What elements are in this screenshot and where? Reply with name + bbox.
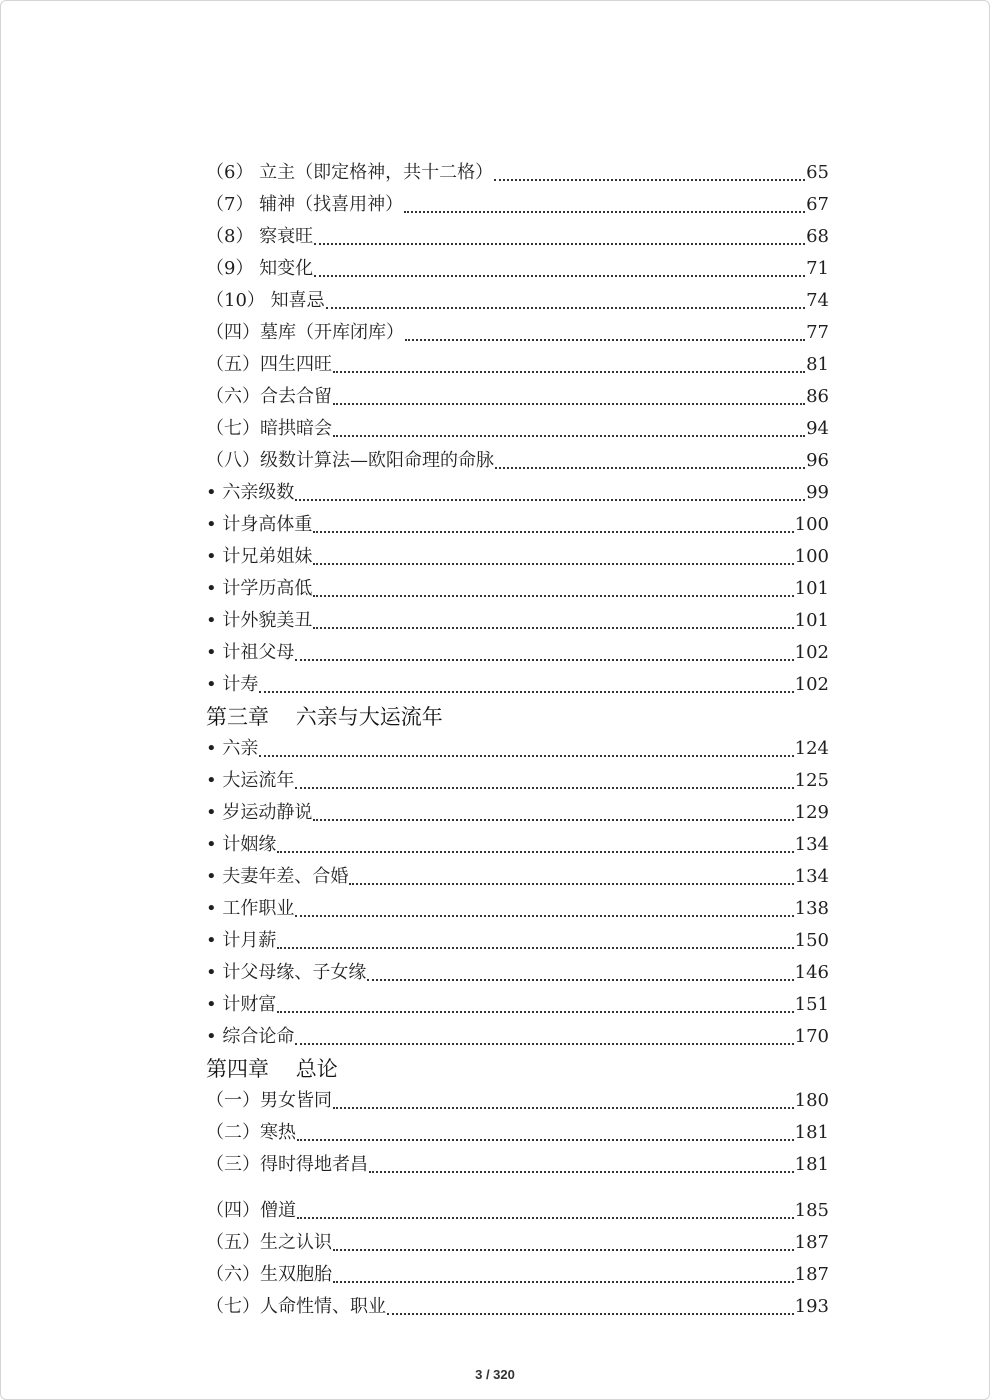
toc-entry[interactable] bbox=[206, 189, 829, 221]
toc-entry-title: • 计身高体重 bbox=[206, 514, 313, 535]
toc-entry-title: • 计寿 bbox=[206, 674, 259, 695]
toc-entry-page-number: 65 bbox=[806, 162, 829, 183]
toc-entry-page-number: 134 bbox=[794, 866, 829, 887]
dot-leader bbox=[295, 786, 793, 789]
toc-entry-title: • 大运流年 bbox=[206, 770, 295, 791]
toc-entry-page-number: 71 bbox=[806, 258, 829, 279]
toc-entry-page-number: 150 bbox=[794, 930, 829, 951]
toc-entry[interactable] bbox=[206, 573, 829, 605]
toc-entry[interactable] bbox=[206, 829, 829, 861]
toc-entry[interactable] bbox=[206, 1195, 829, 1227]
dot-leader bbox=[295, 1042, 793, 1045]
toc-entry[interactable] bbox=[206, 637, 829, 669]
page-indicator: 3 / 320 bbox=[475, 1367, 515, 1382]
dot-leader bbox=[495, 466, 805, 469]
toc-entry[interactable] bbox=[206, 1259, 829, 1291]
toc-entry[interactable] bbox=[206, 317, 829, 349]
toc-entry-page-number: 102 bbox=[794, 674, 829, 695]
toc-entry-title: （七）人命性情、职业 bbox=[206, 1296, 386, 1317]
dot-leader bbox=[297, 1138, 794, 1141]
toc-entry-page-number: 102 bbox=[794, 642, 829, 663]
toc-entry-page-number: 146 bbox=[794, 962, 829, 983]
dot-leader bbox=[259, 754, 793, 757]
dot-leader bbox=[277, 946, 793, 949]
dot-leader bbox=[295, 498, 805, 501]
toc-entry[interactable] bbox=[206, 925, 829, 957]
toc-entry[interactable] bbox=[206, 509, 829, 541]
dot-leader bbox=[313, 626, 793, 629]
dot-leader bbox=[277, 1010, 793, 1013]
toc-entry-title: • 计姻缘 bbox=[206, 834, 277, 855]
toc-entry-title: • 计父母缘、子女缘 bbox=[206, 962, 367, 983]
toc-entry-page-number: 187 bbox=[794, 1232, 829, 1253]
toc-entry[interactable] bbox=[206, 381, 829, 413]
toc-entry-page-number: 100 bbox=[794, 546, 829, 567]
toc-entry-page-number: 101 bbox=[794, 610, 829, 631]
toc-entry[interactable] bbox=[206, 477, 829, 509]
toc-entry-title: （五）生之认识 bbox=[206, 1232, 332, 1253]
toc-entry-title: （五）四生四旺 bbox=[206, 354, 332, 375]
dot-leader bbox=[333, 1106, 794, 1109]
toc-entry[interactable] bbox=[206, 989, 829, 1021]
dot-leader bbox=[295, 658, 793, 661]
toc-entry-title: • 六亲级数 bbox=[206, 482, 295, 503]
toc-entry-page-number: 77 bbox=[806, 322, 829, 343]
toc-entry[interactable] bbox=[206, 1117, 829, 1149]
toc-entry-page-number: 86 bbox=[806, 386, 829, 407]
toc-entry-title: （四）僧道 bbox=[206, 1200, 296, 1221]
dot-leader bbox=[404, 210, 805, 213]
toc-entry-page-number: 101 bbox=[794, 578, 829, 599]
toc-entry-page-number: 181 bbox=[794, 1122, 829, 1143]
toc-entry[interactable] bbox=[206, 797, 829, 829]
toc-entry-page-number: 94 bbox=[806, 418, 829, 439]
toc-entry-page-number: 96 bbox=[806, 450, 829, 471]
dot-leader bbox=[333, 370, 805, 373]
dot-leader bbox=[367, 978, 793, 981]
toc-entry-page-number: 181 bbox=[794, 1154, 829, 1175]
dot-leader bbox=[387, 1312, 794, 1315]
dot-leader bbox=[494, 178, 805, 181]
dot-leader bbox=[313, 818, 793, 821]
toc-entry-page-number: 74 bbox=[806, 290, 829, 311]
toc-entry-page-number: 193 bbox=[794, 1296, 829, 1317]
toc-entry[interactable] bbox=[206, 957, 829, 989]
table-of-contents bbox=[206, 157, 829, 1323]
toc-entry-title: （一）男女皆同 bbox=[206, 1090, 332, 1111]
toc-entry[interactable] bbox=[206, 893, 829, 925]
chapter-heading: 第三章 六亲与大运流年 bbox=[206, 705, 443, 729]
toc-entry[interactable] bbox=[206, 1291, 829, 1323]
toc-entry-page-number: 100 bbox=[794, 514, 829, 535]
toc-entry-title: （9） 知变化 bbox=[206, 258, 314, 279]
dot-leader bbox=[313, 530, 793, 533]
toc-entry-title: • 岁运动静说 bbox=[206, 802, 313, 823]
toc-entry-page-number: 129 bbox=[794, 802, 829, 823]
dot-leader bbox=[295, 914, 793, 917]
toc-entry-page-number: 81 bbox=[806, 354, 829, 375]
toc-entry[interactable] bbox=[206, 157, 829, 189]
dot-leader bbox=[314, 242, 805, 245]
toc-entry[interactable] bbox=[206, 285, 829, 317]
dot-leader bbox=[313, 594, 793, 597]
toc-entry[interactable] bbox=[206, 1085, 829, 1117]
toc-entry-title: • 综合论命 bbox=[206, 1026, 295, 1047]
toc-entry[interactable] bbox=[206, 765, 829, 797]
dot-leader bbox=[333, 434, 805, 437]
toc-entry[interactable] bbox=[206, 733, 829, 765]
toc-entry-page-number: 67 bbox=[806, 194, 829, 215]
toc-entry-page-number: 124 bbox=[794, 738, 829, 759]
chapter-heading: 第四章 总论 bbox=[206, 1057, 338, 1081]
dot-leader bbox=[369, 1170, 794, 1173]
dot-leader bbox=[277, 850, 793, 853]
toc-entry-title: • 六亲 bbox=[206, 738, 259, 759]
toc-entry[interactable] bbox=[206, 253, 829, 285]
dot-leader bbox=[259, 690, 793, 693]
dot-leader bbox=[333, 1248, 794, 1251]
toc-entry[interactable] bbox=[206, 221, 829, 253]
toc-entry-title: （六）生双胞胎 bbox=[206, 1264, 332, 1285]
dot-leader bbox=[333, 402, 805, 405]
toc-entry-title: （七）暗拱暗会 bbox=[206, 418, 332, 439]
toc-entry[interactable] bbox=[206, 861, 829, 893]
toc-entry-page-number: 187 bbox=[794, 1264, 829, 1285]
toc-entry-page-number: 170 bbox=[794, 1026, 829, 1047]
toc-entry-page-number: 68 bbox=[806, 226, 829, 247]
toc-entry-page-number: 125 bbox=[794, 770, 829, 791]
dot-leader bbox=[314, 274, 805, 277]
toc-entry-title: （二）寒热 bbox=[206, 1122, 296, 1143]
dot-leader bbox=[349, 882, 793, 885]
toc-entry-title: • 工作职业 bbox=[206, 898, 295, 919]
toc-entry-title: （10） 知喜忌 bbox=[206, 290, 325, 311]
toc-entry[interactable] bbox=[206, 349, 829, 381]
toc-entry-page-number: 180 bbox=[794, 1090, 829, 1111]
toc-entry-page-number: 151 bbox=[794, 994, 829, 1015]
toc-entry-title: • 计祖父母 bbox=[206, 642, 295, 663]
dot-leader bbox=[326, 306, 805, 309]
toc-entry-title: • 计月薪 bbox=[206, 930, 277, 951]
toc-entry-title: • 夫妻年差、合婚 bbox=[206, 866, 349, 887]
toc-entry[interactable] bbox=[206, 1149, 829, 1181]
toc-entry-title: （6） 立主（即定格神，共十二格） bbox=[206, 162, 494, 183]
toc-entry[interactable] bbox=[206, 605, 829, 637]
toc-entry[interactable] bbox=[206, 413, 829, 445]
toc-entry-page-number: 134 bbox=[794, 834, 829, 855]
toc-entry-page-number: 185 bbox=[794, 1200, 829, 1221]
toc-entry-title: （八）级数计算法—欧阳命理的命脉 bbox=[206, 450, 494, 471]
toc-entry[interactable] bbox=[206, 445, 829, 477]
toc-entry[interactable] bbox=[206, 669, 829, 701]
toc-entry[interactable] bbox=[206, 541, 829, 573]
toc-entry-title: （7） 辅神（找喜用神） bbox=[206, 194, 404, 215]
dot-leader bbox=[297, 1216, 794, 1219]
dot-leader bbox=[333, 1280, 794, 1283]
dot-leader bbox=[313, 562, 793, 565]
toc-entry-page-number: 99 bbox=[806, 482, 829, 503]
toc-entry[interactable] bbox=[206, 1021, 829, 1053]
toc-entry-page-number: 138 bbox=[794, 898, 829, 919]
dot-leader bbox=[405, 338, 805, 341]
toc-entry-title: • 计财富 bbox=[206, 994, 277, 1015]
toc-entry-title: （六）合去合留 bbox=[206, 386, 332, 407]
toc-entry-title: • 计兄弟姐妹 bbox=[206, 546, 313, 567]
toc-entry[interactable] bbox=[206, 1227, 829, 1259]
toc-entry-title: • 计外貌美丑 bbox=[206, 610, 313, 631]
toc-entry-title: （三）得时得地者昌 bbox=[206, 1154, 368, 1175]
toc-entry-title: （四）墓库（开库闭库） bbox=[206, 322, 404, 343]
toc-entry-title: （8） 察衰旺 bbox=[206, 226, 314, 247]
toc-entry-title: • 计学历高低 bbox=[206, 578, 313, 599]
